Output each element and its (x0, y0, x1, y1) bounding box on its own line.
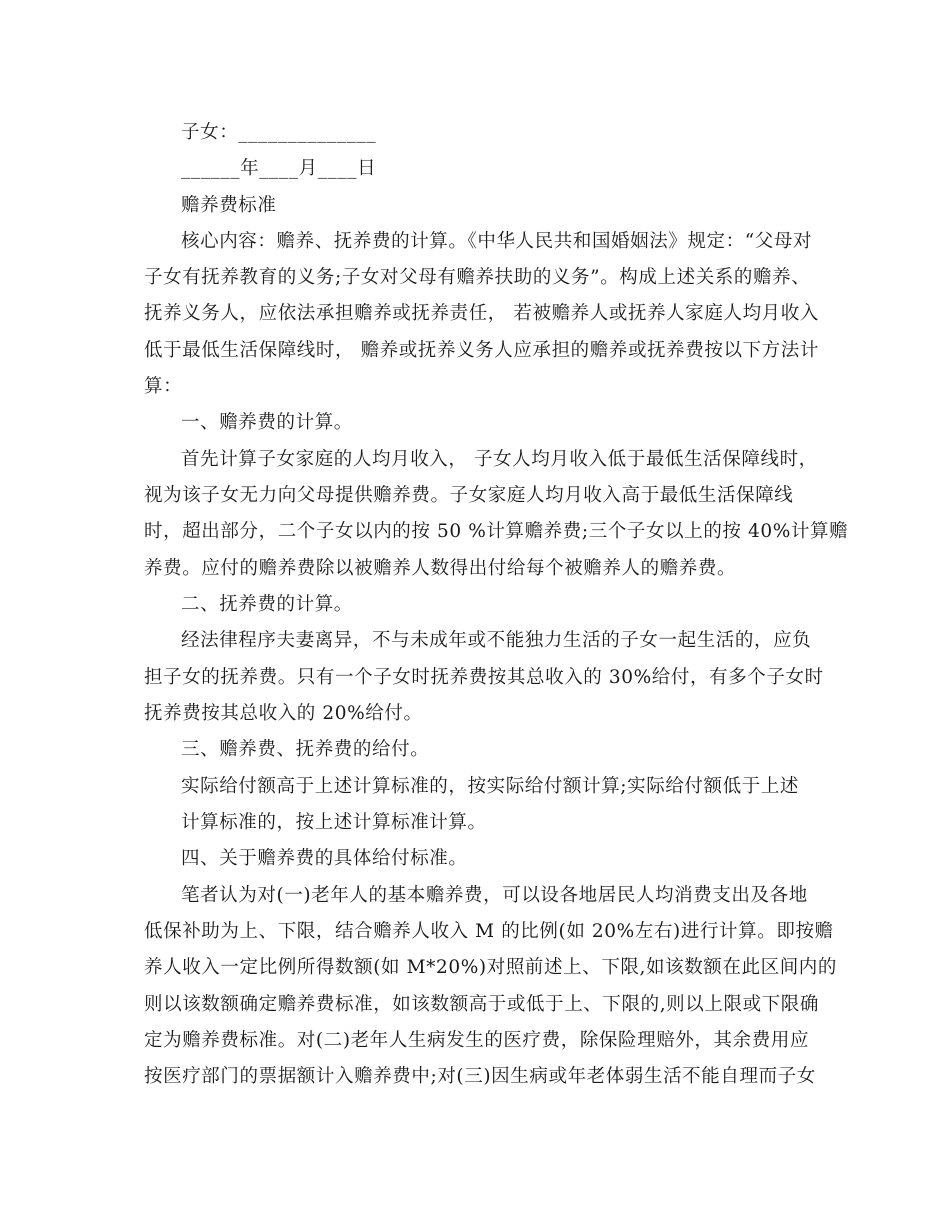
paragraph-line: 则以该数额确定赡养费标准，如该数额高于或低于上、下限的,则以上限或下限确 (144, 994, 819, 1015)
paragraph-line: 笔者认为对(一)老年人的基本赡养费，可以设各地居民人均消费支出及各地 (181, 885, 808, 906)
paragraph-line: 抚养费按其总收入的 20%给付。 (144, 703, 423, 724)
paragraph-line: 首先计算子女家庭的人均月收入， 子女人均月收入低于最低生活保障线时， (181, 449, 818, 470)
paragraph-line: 养费。应付的赡养费除以被赡养人数得出付给每个被赡养人的赡养费。 (144, 558, 737, 579)
heading-4: 四、关于赡养费的具体给付标准。 (181, 848, 468, 869)
section-title: 赡养费标准 (181, 195, 277, 216)
paragraph-line: 养人收入一定比例所得数额(如 M*20%)对照前述上、下限,如该数额在此区间内的 (144, 957, 838, 978)
paragraph-line: 低保补助为上、下限，结合赡养人收入 M 的比例(如 20%左右)进行计算。即按赡 (144, 921, 834, 942)
paragraph-line: 按医疗部门的票据额计入赡养费中;对(三)因生病或年老体弱生活不能自理而子女 (144, 1066, 816, 1087)
paragraph-line: 视为该子女无力向父母提供赡养费。子女家庭人均月收入高于最低生活保障线 (144, 485, 794, 506)
heading-3: 三、赡养费、抚养费的给付。 (181, 739, 430, 760)
heading-1: 一、赡养费的计算。 (181, 412, 353, 433)
paragraph-line: 经法律程序夫妻离异，不与未成年或不能独力生活的子女一起生活的，应负 (181, 630, 812, 651)
paragraph-line: 定为赡养费标准。对(二)老年人生病发生的医疗费，除保险理赔外，其余费用应 (144, 1030, 810, 1051)
date-line: ______年____月____日 (181, 158, 377, 179)
paragraph-line: 子女有抚养教育的义务;子女对父母有赡养扶助的义务”。构成上述关系的赡养、 (144, 267, 811, 288)
paragraph-line: 算： (144, 376, 183, 397)
children-signature-line: 子女：______________ (181, 122, 377, 143)
paragraph-line: 计算标准的，按上述计算标准计算。 (181, 812, 487, 833)
heading-2: 二、抚养费的计算。 (181, 594, 353, 615)
paragraph-line: 低于最低生活保障线时， 赡养或抚养义务人应承担的赡养或抚养费按以下方法计 (144, 340, 819, 361)
paragraph-line: 担子女的抚养费。只有一个子女时抚养费按其总收入的 30%给付，有多个子女时 (144, 667, 824, 688)
paragraph-line: 时，超出部分，二个子女以内的按 50 %计算赡养费;三个子女以上的按 40%计算赡 (144, 521, 849, 542)
paragraph-line: 实际给付额高于上述计算标准的，按实际给付额计算;实际给付额低于上述 (181, 776, 800, 797)
paragraph-line: 抚养义务人，应依法承担赡养或抚养责任， 若被赡养人或抚养人家庭人均月收入 (144, 303, 819, 324)
paragraph-line: 核心内容：赡养、抚养费的计算。《中华人民共和国婚姻法》规定：“父母对 (181, 231, 813, 252)
